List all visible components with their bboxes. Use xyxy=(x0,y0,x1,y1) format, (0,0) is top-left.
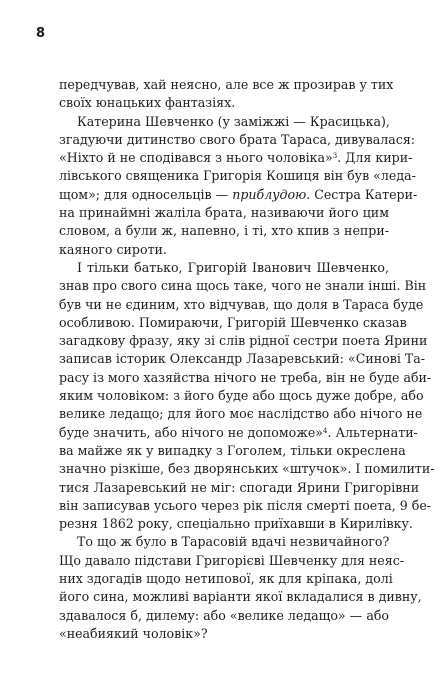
text-line: Що давало підстави Григорієві Шевченку для неяс- xyxy=(59,552,405,568)
text-line: був чи не єдиним, хто відчував, що доля в Тараса буде xyxy=(59,296,424,312)
footnote-marker: 3 xyxy=(332,152,338,161)
text-line: расу із мого хазяйства нічого не треба, він не буде аби- xyxy=(59,369,432,385)
paragraph xyxy=(59,113,418,259)
text-line: ва майже як у випадку з Гоголем, тільки окреслена xyxy=(59,442,406,458)
text-line: загадкову фразу, яку зі слів рідної сестри поета Ярини xyxy=(59,333,428,349)
text-line: він записував усього через рік після смерті поета, 9 бе- xyxy=(59,497,432,513)
italic-word: приблудою xyxy=(232,186,307,202)
footnote-marker: 4 xyxy=(323,426,328,435)
text-line: своїх юнацьких фантазіях. xyxy=(59,95,236,111)
text-line: здавалося б, дилему: або «велике ледащо» — або xyxy=(59,607,389,623)
text-line: записав історик Олександр Лазаревський: «Синові Та- xyxy=(59,351,426,367)
text-line: них здогадів щодо нетипової, як для кріпака, долі xyxy=(59,571,393,587)
text-line: резня 1862 року, спеціально приїхавши в Кирилівку. xyxy=(59,516,413,532)
text-line: Катерина Шевченко (у заміжжі — Красицька), xyxy=(77,113,390,129)
text-line: То що ж було в Тарасовій вдачі незвичайного? xyxy=(77,534,390,550)
text-line: значно різкіше, без дворянських «штучок». І помилити- xyxy=(59,461,435,477)
text-line: І тільки батько, Григорій Іванович Шевченко, xyxy=(77,259,389,275)
page-body xyxy=(59,76,435,643)
text-line: тися Лазаревський не міг: спогади Ярини Григорівни xyxy=(59,479,420,495)
text-line: знав про свого сина щось таке, чого не знали інші. Він xyxy=(59,278,427,294)
page-number: 8 xyxy=(36,26,46,41)
text-line: передчував, хай неясно, але все ж прозирав у тих xyxy=(59,77,394,92)
paragraph xyxy=(59,259,435,533)
paragraph xyxy=(59,533,422,643)
text-line: лівського священика Григорія Кошиця він був «леда- xyxy=(59,168,416,184)
text-line: «неабиякий чоловік»? xyxy=(59,625,208,641)
text-line: каяного сироти. xyxy=(59,241,167,257)
text-line: яким чоловіком: з його буде або щось дуже добре, або xyxy=(59,388,424,404)
text-line: велике ледащо; для його моє наслідство або нічого не xyxy=(59,406,423,422)
text-line: його сина, можливі варіанти якої вкладалися в дивну, xyxy=(59,589,422,605)
text-line: на принаймні жаліла брата, називаючи його цим xyxy=(59,205,389,221)
text-line: «Ніхто й не сподівався з нього чоловіка»$^3$. Для кири- xyxy=(59,150,413,166)
text-line: особливою. Помираючи, Григорій Шевченко сказав xyxy=(59,314,407,330)
paragraph xyxy=(59,76,394,113)
text-line: згадуючи дитинство свого брата Тараса, дивувалася: xyxy=(59,131,416,147)
text-line: словом, а були ж, напевно, і ті, хто кпив з непри- xyxy=(59,223,389,239)
text-line: щом»; для односельців — приблудою. Сестра Катери- xyxy=(59,186,418,202)
text-line: буде значить, або нічого не допоможе»$^4$. Альтернати- xyxy=(59,424,418,440)
